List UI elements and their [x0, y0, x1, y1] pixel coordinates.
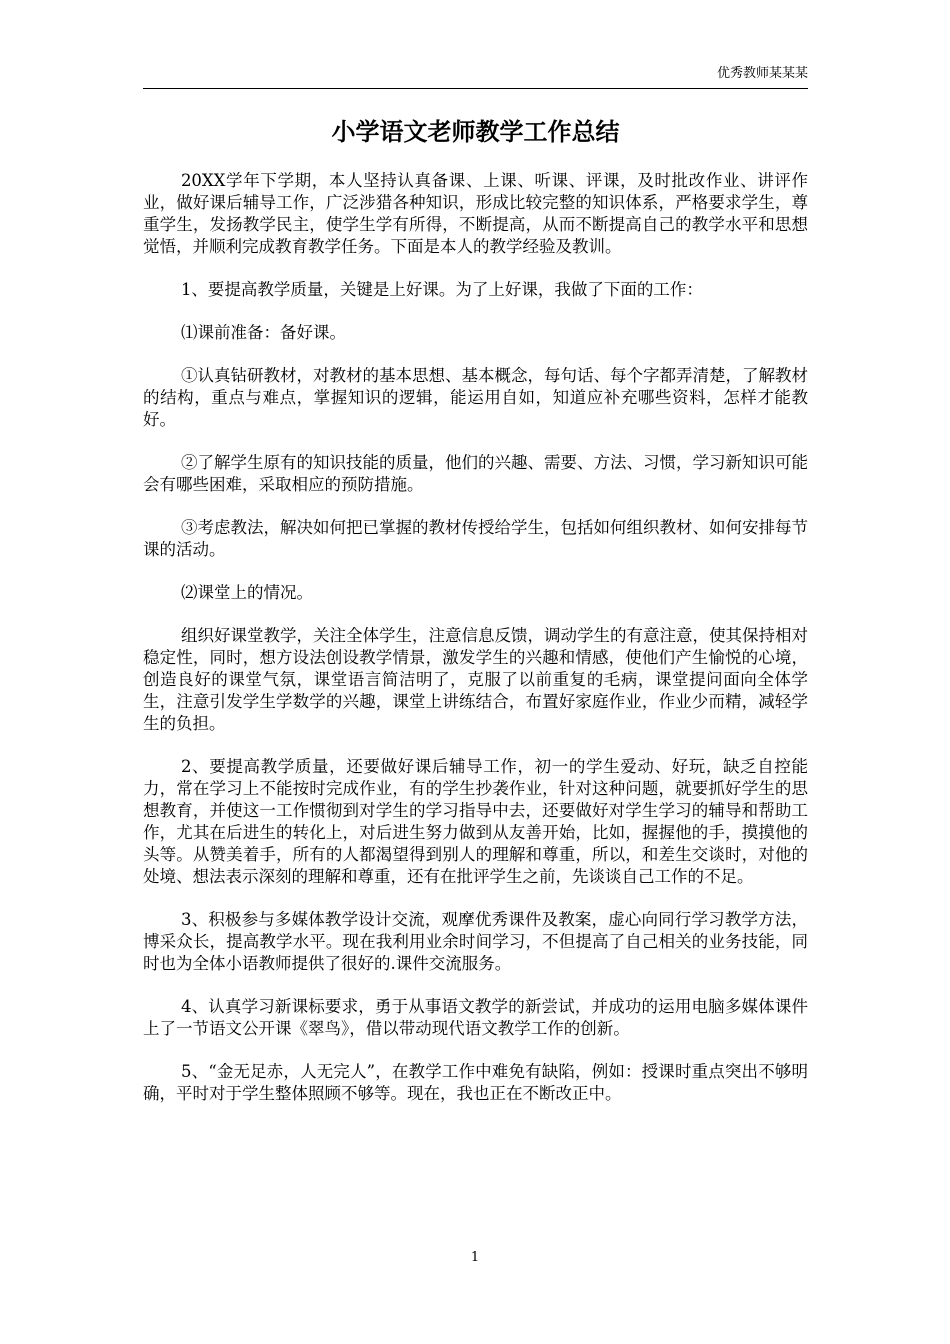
paragraph-classroom: 组织好课堂教学，关注全体学生，注意信息反馈，调动学生的有意注意，使其保持相对稳定性，同时，想方设法创设教学情景，激发学生的兴趣和情感，使他们产生愉悦的心境，创造良好的课堂气氛，课堂语言简洁明了，克服了以前重复的毛病，课堂提问面向全体学生，注意引发学生学数学的兴趣，课堂上讲练结合，布置好家庭作业，作业少而精，减轻学生的负担。	[143, 626, 808, 733]
paragraph-point-4: 4、认真学习新课标要求，勇于从事语文教学的新尝试，并成功的运用电脑多媒体课件上了一节语文公开课《翠鸟》，借以带动现代语文教学工作的创新。	[143, 997, 808, 1038]
paragraph-point-5: 5、“金无足赤，人无完人”，在教学工作中难免有缺陷，例如：授课时重点突出不够明确，平时对于学生整体照顾不够等。现在，我也正在不断改正中。	[143, 1062, 808, 1103]
page-number: 1	[470, 1250, 480, 1265]
paragraph-item-1: ①认真钻研教材，对教材的基本思想、基本概念，每句话、每个字都弄清楚，了解教材的结构，重点与难点，掌握知识的逻辑，能运用自如，知道应补充哪些资料，怎样才能教好。	[143, 366, 808, 429]
paragraph-subpoint-1: ⑴课前准备：备好课。	[180, 323, 346, 342]
paragraph-intro: 20XX学年下学期，本人坚持认真备课、上课、听课、评课，及时批改作业、讲评作业，做好课后辅导工作，广泛涉猎各种知识，形成比较完整的知识体系，严格要求学生，尊重学生，发扬教学民主，使学生学有所得，不断提高，从而不断提高自己的教学水平和思想觉悟，并顺利完成教育教学任务。下面是本人的教学经验及教训。	[143, 171, 808, 256]
paragraph-point-3: 3、积极参与多媒体教学设计交流，观摩优秀课件及教案，虚心向同行学习教学方法，博采众长，提高教学水平。现在我利用业余时间学习，不但提高了自己相关的业务技能，同时也为全体小语教师提供了很好的.课件交流服务。	[143, 910, 808, 973]
paragraph-point-2: 2、要提高教学质量，还要做好课后辅导工作，初一的学生爱动、好玩，缺乏自控能力，常在学习上不能按时完成作业，有的学生抄袭作业，针对这种问题，就要抓好学生的思想教育，并使这一工作惯彻到对学生的学习指导中去，还要做好对学生学习的辅导和帮助工作，尤其在后进生的转化上，对后进生努力做到从友善开始，比如，握握他的手，摸摸他的头等。从赞美着手，所有的人都渴望得到别人的理解和尊重，所以，和差生交谈时，对他的处境、想法表示深刻的理解和尊重，还有在批评学生之前，先谈谈自己工作的不足。	[143, 757, 808, 886]
header-author: 优秀教师某某某	[716, 66, 808, 81]
document-body	[143, 170, 808, 1126]
paragraph-item-2: ②了解学生原有的知识技能的质量，他们的兴趣、需要、方法、习惯，学习新知识可能会有哪些困难，采取相应的预防措施。	[143, 453, 808, 494]
paragraph-item-3: ③考虑教法，解决如何把已掌握的教材传授给学生，包括如何组织教材、如何安排每节课的活动。	[143, 518, 808, 559]
paragraph-point-1: 1、要提高教学质量，关键是上好课。为了上好课，我做了下面的工作：	[180, 280, 703, 299]
page-header	[143, 62, 808, 89]
paragraph-subpoint-2: ⑵课堂上的情况。	[180, 583, 313, 602]
document-title: 小学语文老师教学工作总结	[331, 117, 620, 146]
